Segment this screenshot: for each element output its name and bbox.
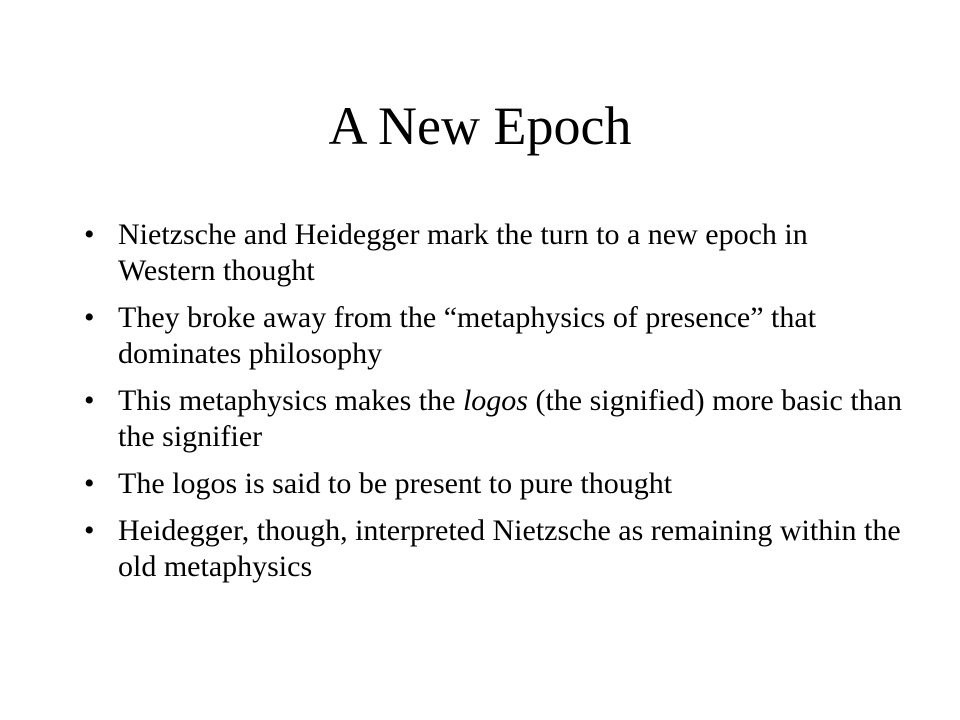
bullet-item-1 [84,217,904,289]
bullet-text: Nietzsche and Heidegger mark the turn to a new epoch in Western thought [118,218,808,287]
slide-title: A New Epoch [328,96,632,156]
bullet-text-before: This metaphysics makes the [118,384,463,417]
bullet-item-2 [84,300,904,372]
bullet-text [118,384,902,453]
bullet-list [84,217,904,596]
bullet-icon: • [84,301,95,334]
bullet-item-3 [84,383,904,455]
bullet-item-5 [84,513,904,585]
bullet-text: The logos is said to be present to pure thought [118,467,673,500]
bullet-item-4 [84,466,904,502]
bullet-icon: • [84,467,95,500]
bullet-text: Heidegger, though, interpreted Nietzsche as remaining within the old metaphysics [118,514,901,583]
bullet-icon: • [84,384,95,417]
bullet-icon: • [84,218,95,251]
bullet-icon: • [84,514,95,547]
bullet-text-italic-logos: logos [462,384,528,417]
bullet-text: They broke away from the “metaphysics of presence” that dominates philosophy [118,301,817,370]
bullet-text-after: (the signified) more basic than the signifier [118,384,903,453]
